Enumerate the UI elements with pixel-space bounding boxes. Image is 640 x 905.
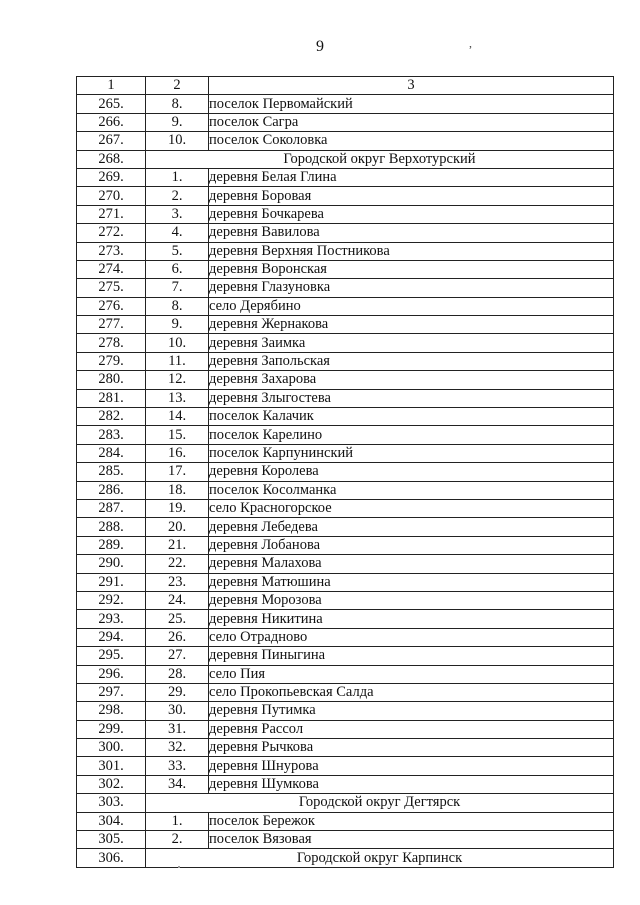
group-title: Городской округ Верхотурский [146,150,614,168]
row-number: 295. [77,647,146,665]
sub-number: 16. [146,444,209,462]
settlement-name: деревня Заимка [209,334,614,352]
table-row [77,260,614,278]
row-number: 274. [77,260,146,278]
settlement-name: село Красногорское [209,499,614,517]
table-row [77,371,614,389]
row-number: 291. [77,573,146,591]
sub-number: 29. [146,683,209,701]
table-header-row [77,77,614,95]
row-number: 272. [77,224,146,242]
row-number: 279. [77,352,146,370]
row-number: 306. [77,849,146,867]
settlement-name: поселок Карпунинский [209,444,614,462]
row-number: 266. [77,113,146,131]
table-row [77,536,614,554]
table-row [77,831,614,849]
row-number: 305. [77,831,146,849]
sub-number: 3. [146,205,209,223]
table-row [77,334,614,352]
row-number: 292. [77,591,146,609]
sub-number: 8. [146,95,209,113]
sub-number: 27. [146,647,209,665]
sub-number: 19. [146,499,209,517]
table-row [77,775,614,793]
table-row [77,499,614,517]
table-group-row [77,150,614,168]
settlement-name: деревня Малахова [209,555,614,573]
row-number: 299. [77,720,146,738]
sub-number: 7. [146,279,209,297]
row-number: 271. [77,205,146,223]
row-number: 288. [77,518,146,536]
table-row [77,610,614,628]
settlement-name: деревня Запольская [209,352,614,370]
sub-number: 22. [146,555,209,573]
row-number: 294. [77,628,146,646]
scan-dot [178,866,180,868]
table-row [77,426,614,444]
sub-number: 30. [146,702,209,720]
sub-number: 18. [146,481,209,499]
sub-number: 24. [146,591,209,609]
settlement-name: деревня Матюшина [209,573,614,591]
sub-number: 9. [146,113,209,131]
table-group-row [77,849,614,867]
sub-number: 26. [146,628,209,646]
settlement-name: деревня Морозова [209,591,614,609]
sub-number: 10. [146,132,209,150]
sub-number: 34. [146,775,209,793]
table-row [77,113,614,131]
row-number: 278. [77,334,146,352]
row-number: 304. [77,812,146,830]
table-body [77,77,614,868]
table-row [77,702,614,720]
sub-number: 4. [146,224,209,242]
table-row [77,757,614,775]
sub-number: 32. [146,739,209,757]
settlement-name: поселок Карелино [209,426,614,444]
settlement-name: поселок Вязовая [209,831,614,849]
settlement-name: деревня Лобанова [209,536,614,554]
settlement-name: село Отрадново [209,628,614,646]
row-number: 303. [77,794,146,812]
settlement-name: поселок Соколовка [209,132,614,150]
settlement-name: деревня Боровая [209,187,614,205]
table-row [77,444,614,462]
row-number: 302. [77,775,146,793]
table-row [77,573,614,591]
row-number: 293. [77,610,146,628]
row-number: 281. [77,389,146,407]
table-row [77,316,614,334]
row-number: 298. [77,702,146,720]
row-number: 296. [77,665,146,683]
sub-number: 6. [146,260,209,278]
row-number: 287. [77,499,146,517]
table-row [77,683,614,701]
row-number: 269. [77,168,146,186]
table-row [77,812,614,830]
row-number: 276. [77,297,146,315]
row-number: 268. [77,150,146,168]
table-row [77,591,614,609]
table-row [77,463,614,481]
table-row [77,720,614,738]
table-row [77,389,614,407]
sub-number: 1. [146,168,209,186]
table-row [77,297,614,315]
sub-number: 10. [146,334,209,352]
row-number: 282. [77,408,146,426]
settlement-name: деревня Захарова [209,371,614,389]
settlement-name: село Пия [209,665,614,683]
sub-number: 11. [146,352,209,370]
sub-number: 25. [146,610,209,628]
sub-number: 33. [146,757,209,775]
sub-number: 31. [146,720,209,738]
settlement-name: деревня Белая Глина [209,168,614,186]
settlement-name: деревня Шумкова [209,775,614,793]
settlement-name: деревня Воронская [209,260,614,278]
table-row [77,665,614,683]
settlement-name: деревня Рычкова [209,739,614,757]
row-number: 275. [77,279,146,297]
sub-number: 13. [146,389,209,407]
table-row [77,555,614,573]
settlement-name: поселок Косолманка [209,481,614,499]
table-row [77,352,614,370]
settlement-name: поселок Калачик [209,408,614,426]
sub-number: 28. [146,665,209,683]
group-title: Городской округ Карпинск [146,849,614,867]
table-row [77,408,614,426]
settlement-name: поселок Сагра [209,113,614,131]
row-number: 285. [77,463,146,481]
settlement-name: деревня Пиныгина [209,647,614,665]
sub-number: 1. [146,812,209,830]
settlement-name: деревня Королева [209,463,614,481]
table-row [77,187,614,205]
settlement-name: поселок Бережок [209,812,614,830]
table-row [77,739,614,757]
settlement-name: деревня Вавилова [209,224,614,242]
table-row [77,224,614,242]
sub-number: 12. [146,371,209,389]
sub-number: 8. [146,297,209,315]
sub-number: 9. [146,316,209,334]
sub-number: 2. [146,831,209,849]
row-number: 286. [77,481,146,499]
sub-number: 15. [146,426,209,444]
settlement-name: село Прокопьевская Салда [209,683,614,701]
group-title: Городской округ Дегтярск [146,794,614,812]
settlement-name: деревня Шнурова [209,757,614,775]
row-number: 284. [77,444,146,462]
row-number: 297. [77,683,146,701]
settlements-table [76,76,614,868]
settlement-name: деревня Никитина [209,610,614,628]
row-number: 300. [77,739,146,757]
sub-number: 21. [146,536,209,554]
table-row [77,518,614,536]
header-col-3: 3 [209,77,614,95]
sub-number: 5. [146,242,209,260]
sub-number: 14. [146,408,209,426]
table-row [77,95,614,113]
row-number: 273. [77,242,146,260]
settlement-name: деревня Злыгостева [209,389,614,407]
settlement-name: деревня Лебедева [209,518,614,536]
settlement-name: деревня Жернакова [209,316,614,334]
settlement-name: деревня Путимка [209,702,614,720]
row-number: 265. [77,95,146,113]
sub-number: 20. [146,518,209,536]
settlement-name: деревня Глазуновка [209,279,614,297]
table-row [77,242,614,260]
settlement-name: деревня Рассол [209,720,614,738]
row-number: 280. [77,371,146,389]
table-row [77,628,614,646]
row-number: 270. [77,187,146,205]
header-col-2: 2 [146,77,209,95]
row-number: 267. [77,132,146,150]
row-number: 277. [77,316,146,334]
table-row [77,279,614,297]
table-row [77,132,614,150]
row-number: 301. [77,757,146,775]
table-row [77,168,614,186]
table-row [77,647,614,665]
settlement-name: поселок Первомайский [209,95,614,113]
settlement-name: село Дерябино [209,297,614,315]
sub-number: 17. [146,463,209,481]
table-group-row [77,794,614,812]
row-number: 290. [77,555,146,573]
settlement-name: деревня Бочкарева [209,205,614,223]
sub-number: 23. [146,573,209,591]
page-number: 9 [316,38,324,55]
scan-mark: , [469,36,472,50]
table-row [77,481,614,499]
row-number: 283. [77,426,146,444]
table-row [77,205,614,223]
row-number: 289. [77,536,146,554]
settlement-name: деревня Верхняя Постникова [209,242,614,260]
sub-number: 2. [146,187,209,205]
header-col-1: 1 [77,77,146,95]
